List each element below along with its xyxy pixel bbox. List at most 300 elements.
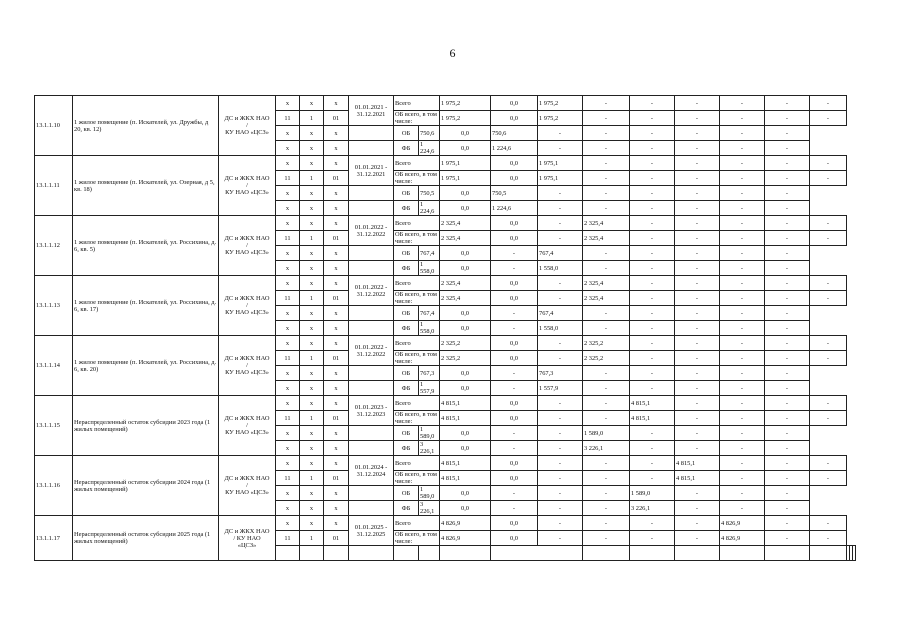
dash-cell: -	[765, 276, 810, 291]
dash-cell: -	[810, 156, 847, 171]
dash-cell: -	[583, 306, 630, 321]
source-label: ОБ	[394, 306, 419, 321]
amount-zero: 0,0	[440, 321, 491, 336]
table-cell	[630, 546, 675, 561]
amount-year: 4 815,1	[630, 396, 675, 411]
code-cell: 01	[324, 231, 349, 246]
dash-cell: -	[720, 486, 765, 501]
code-cell: х	[300, 276, 324, 291]
table-row	[35, 156, 856, 171]
executor-line: /	[246, 482, 248, 489]
blank-cell	[349, 381, 394, 396]
code-cell: х	[300, 186, 324, 201]
code-cell: х	[300, 306, 324, 321]
code-cell: 11	[276, 471, 300, 486]
item-name: 1 жилое помещение (п. Искателей, ул. Россихина, д. 6, кв. 5)	[73, 216, 219, 276]
code-cell: х	[276, 516, 300, 531]
dash-cell: -	[675, 381, 720, 396]
amount-total: 2 325,4	[440, 231, 491, 246]
period-line: 31.12.2021	[356, 110, 386, 118]
dash-cell: -	[720, 171, 765, 186]
dash-cell: -	[675, 441, 720, 456]
dash-cell: -	[630, 471, 675, 486]
dash-cell: -	[538, 126, 583, 141]
dash-cell: -	[720, 366, 765, 381]
dash-cell: -	[583, 111, 630, 126]
table-cell	[675, 546, 720, 561]
dash-cell: -	[491, 306, 538, 321]
amount-zero: 0,0	[491, 336, 538, 351]
dash-cell: -	[675, 351, 720, 366]
period	[349, 396, 394, 426]
amount-zero: 0,0	[440, 126, 491, 141]
amount-zero: 0,0	[440, 441, 491, 456]
code-cell: х	[324, 336, 349, 351]
blank-cell	[349, 366, 394, 381]
dash-cell: -	[630, 441, 675, 456]
code-cell: х	[300, 396, 324, 411]
amount-zero: 0,0	[440, 366, 491, 381]
dash-cell: -	[583, 261, 630, 276]
item-name: 1 жилое помещение (п. Искателей, ул. Россихина, д. 6, кв. 17)	[73, 276, 219, 336]
dash-cell: -	[810, 351, 847, 366]
amount-year: 2 325,4	[583, 216, 630, 231]
dash-cell: -	[630, 201, 675, 216]
period-line: 01.01.2022 -	[354, 223, 388, 231]
amount-total: 1 975,1	[440, 171, 491, 186]
item-code: 13.1.1.11	[35, 156, 73, 216]
dash-cell: -	[675, 411, 720, 426]
blank-cell	[349, 441, 394, 456]
dash-cell: -	[630, 516, 675, 531]
code-cell: х	[276, 396, 300, 411]
code-cell: х	[300, 216, 324, 231]
code-cell: х	[300, 201, 324, 216]
code-cell: х	[300, 141, 324, 156]
dash-cell: -	[491, 501, 538, 516]
amount-total: 1 224,6	[419, 201, 440, 216]
code-cell: х	[324, 276, 349, 291]
code-cell: х	[300, 321, 324, 336]
source-label: ОБ	[394, 186, 419, 201]
blank-cell	[349, 426, 394, 441]
dash-cell: -	[583, 381, 630, 396]
dash-cell: -	[538, 471, 583, 486]
code-cell: х	[276, 426, 300, 441]
dash-cell: -	[765, 96, 810, 111]
amount-zero: 0,0	[440, 261, 491, 276]
amount-zero: 0,0	[491, 516, 538, 531]
amount-year: 4 815,1	[675, 471, 720, 486]
dash-cell: -	[583, 456, 630, 471]
amount-year: 3 226,1	[630, 501, 675, 516]
dash-cell: -	[765, 501, 810, 516]
blank-cell	[349, 321, 394, 336]
dash-cell: -	[491, 246, 538, 261]
blank-cell	[349, 501, 394, 516]
code-cell: 01	[324, 411, 349, 426]
code-cell: х	[324, 246, 349, 261]
amount-total: 3 226,1	[419, 501, 440, 516]
period-line: 01.01.2022 -	[354, 283, 388, 291]
dash-cell: -	[675, 366, 720, 381]
dash-cell: -	[630, 111, 675, 126]
executor-line: ДС и ЖКХ НАО	[224, 527, 270, 535]
dash-cell: -	[538, 486, 583, 501]
dash-cell: -	[491, 261, 538, 276]
amount-total: 1 975,2	[440, 111, 491, 126]
table-row	[35, 456, 856, 471]
period-line: 31.12.2025	[356, 530, 386, 538]
dash-cell: -	[630, 246, 675, 261]
amount-zero: 0,0	[491, 411, 538, 426]
dash-cell: -	[720, 396, 765, 411]
executor-line: /	[246, 242, 248, 249]
table-cell	[394, 546, 419, 561]
executor-line: /	[246, 302, 248, 309]
dash-cell: -	[765, 141, 810, 156]
dash-cell: -	[675, 111, 720, 126]
dash-cell: -	[810, 216, 847, 231]
code-cell: х	[276, 441, 300, 456]
dash-cell: -	[491, 366, 538, 381]
code-cell: х	[276, 186, 300, 201]
amount-zero: 0,0	[491, 216, 538, 231]
period	[349, 216, 394, 246]
dash-cell: -	[583, 396, 630, 411]
code-cell: х	[324, 456, 349, 471]
executor-line: /	[246, 182, 248, 189]
item-name: Нераспределенный остаток субсидии 2023 года (1 жилых помещений)	[73, 396, 219, 456]
item-code: 13.1.1.17	[35, 516, 73, 561]
code-cell: х	[276, 381, 300, 396]
source-label: ОБ всего, в том числе:	[394, 351, 440, 366]
executor	[219, 516, 276, 561]
dash-cell: -	[675, 96, 720, 111]
dash-cell: -	[720, 471, 765, 486]
code-cell: х	[324, 141, 349, 156]
dash-cell: -	[765, 486, 810, 501]
table-row	[35, 216, 856, 231]
code-cell: х	[300, 246, 324, 261]
amount-zero: 0,0	[440, 201, 491, 216]
code-cell: х	[300, 366, 324, 381]
source-label: Всего	[394, 96, 440, 111]
code-cell: х	[276, 306, 300, 321]
amount-year: 3 226,1	[583, 441, 630, 456]
dash-cell: -	[720, 351, 765, 366]
dash-cell: -	[675, 261, 720, 276]
period-line: 01.01.2024 -	[354, 463, 388, 471]
executor-line: ДС и ЖКХ НАО	[224, 235, 270, 242]
dash-cell: -	[720, 276, 765, 291]
code-cell: х	[324, 261, 349, 276]
source-label: ОБ всего, в том числе:	[394, 171, 440, 186]
code-cell: х	[324, 96, 349, 111]
amount-year: 767,4	[538, 246, 583, 261]
dash-cell: -	[630, 216, 675, 231]
period	[349, 156, 394, 186]
dash-cell: -	[720, 186, 765, 201]
executor	[219, 156, 276, 216]
dash-cell: -	[583, 516, 630, 531]
amount-total: 4 826,9	[440, 516, 491, 531]
amount-zero: 0,0	[491, 351, 538, 366]
executor	[219, 336, 276, 396]
code-cell: 1	[300, 231, 324, 246]
dash-cell: -	[675, 141, 720, 156]
dash-cell: -	[630, 336, 675, 351]
source-label: Всего	[394, 216, 440, 231]
amount-year: 1 557,9	[538, 381, 583, 396]
dash-cell: -	[765, 516, 810, 531]
amount-total: 1 975,1	[440, 156, 491, 171]
dash-cell: -	[810, 516, 847, 531]
code-cell: 1	[300, 111, 324, 126]
table-cell	[324, 546, 349, 561]
amount-year: 4 826,9	[720, 516, 765, 531]
dash-cell: -	[765, 261, 810, 276]
dash-cell: -	[538, 456, 583, 471]
table-cell	[765, 546, 810, 561]
budget-table	[34, 95, 856, 561]
dash-cell: -	[675, 486, 720, 501]
executor	[219, 396, 276, 456]
dash-cell: -	[583, 501, 630, 516]
code-cell: х	[324, 441, 349, 456]
dash-cell: -	[491, 441, 538, 456]
dash-cell: -	[630, 291, 675, 306]
code-cell: 1	[300, 351, 324, 366]
dash-cell: -	[630, 141, 675, 156]
item-code: 13.1.1.12	[35, 216, 73, 276]
amount-year: 1 975,1	[538, 171, 583, 186]
source-label: ФБ	[394, 501, 419, 516]
amount-total: 2 325,4	[440, 216, 491, 231]
dash-cell: -	[675, 246, 720, 261]
code-cell: х	[276, 246, 300, 261]
table-row	[35, 516, 856, 531]
source-label: ОБ	[394, 366, 419, 381]
table-cell	[583, 546, 630, 561]
period	[349, 516, 394, 546]
period-line: 31.12.2021	[356, 170, 386, 178]
executor-line: /	[246, 362, 248, 369]
dash-cell: -	[538, 141, 583, 156]
dash-cell: -	[491, 381, 538, 396]
code-cell: 1	[300, 411, 324, 426]
period-line: 31.12.2022	[356, 290, 386, 298]
dash-cell: -	[810, 471, 847, 486]
blank-cell	[349, 126, 394, 141]
dash-cell: -	[538, 441, 583, 456]
amount-zero: 0,0	[491, 171, 538, 186]
executor	[219, 96, 276, 156]
code-cell: х	[324, 201, 349, 216]
dash-cell: -	[583, 471, 630, 486]
dash-cell: -	[538, 351, 583, 366]
amount-total: 2 325,2	[440, 336, 491, 351]
dash-cell: -	[765, 171, 810, 186]
dash-cell: -	[675, 171, 720, 186]
executor-line: КУ НАО «ЦСЗ»	[225, 429, 269, 436]
amount-year: 750,6	[491, 126, 538, 141]
dash-cell: -	[720, 156, 765, 171]
executor	[219, 216, 276, 276]
code-cell: х	[300, 336, 324, 351]
code-cell: 11	[276, 231, 300, 246]
table-row	[35, 396, 856, 411]
dash-cell: -	[765, 201, 810, 216]
amount-year: 1 558,0	[538, 321, 583, 336]
table-cell	[300, 546, 324, 561]
dash-cell: -	[630, 261, 675, 276]
source-label: ФБ	[394, 441, 419, 456]
amount-zero: 0,0	[491, 231, 538, 246]
source-label: ОБ всего, в том числе:	[394, 291, 440, 306]
dash-cell: -	[810, 456, 847, 471]
dash-cell: -	[630, 156, 675, 171]
amount-year: 2 325,2	[583, 351, 630, 366]
dash-cell: -	[583, 126, 630, 141]
dash-cell: -	[720, 231, 765, 246]
code-cell: х	[324, 186, 349, 201]
dash-cell: -	[765, 396, 810, 411]
dash-cell: -	[810, 336, 847, 351]
dash-cell: -	[630, 231, 675, 246]
dash-cell: -	[810, 111, 847, 126]
code-cell: 11	[276, 111, 300, 126]
executor-line: ДС и ЖКХ НАО	[224, 415, 270, 422]
period-line: 31.12.2023	[356, 410, 386, 418]
dash-cell: -	[630, 381, 675, 396]
code-cell: 11	[276, 351, 300, 366]
source-label: ОБ всего, в том числе:	[394, 471, 440, 486]
code-cell: х	[300, 156, 324, 171]
dash-cell: -	[720, 426, 765, 441]
amount-zero: 0,0	[440, 141, 491, 156]
dash-cell: -	[765, 531, 810, 546]
dash-cell: -	[630, 186, 675, 201]
dash-cell: -	[675, 186, 720, 201]
amount-zero: 0,0	[491, 156, 538, 171]
code-cell: х	[300, 501, 324, 516]
code-cell: х	[300, 456, 324, 471]
dash-cell: -	[720, 321, 765, 336]
dash-cell: -	[675, 201, 720, 216]
code-cell: х	[300, 261, 324, 276]
table-cell	[810, 546, 847, 561]
amount-year: 4 815,1	[675, 456, 720, 471]
period-line: 31.12.2024	[356, 470, 386, 478]
amount-year: 1 558,0	[538, 261, 583, 276]
dash-cell: -	[765, 366, 810, 381]
code-cell: х	[276, 141, 300, 156]
period-line: 31.12.2022	[356, 230, 386, 238]
code-cell: 01	[324, 471, 349, 486]
source-label: Всего	[394, 396, 440, 411]
dash-cell: -	[538, 516, 583, 531]
dash-cell: -	[765, 186, 810, 201]
executor-line: «ЦСЗ»	[237, 541, 257, 549]
dash-cell: -	[765, 156, 810, 171]
amount-zero: 0,0	[491, 111, 538, 126]
code-cell: 11	[276, 291, 300, 306]
code-cell: х	[324, 366, 349, 381]
amount-zero: 0,0	[491, 291, 538, 306]
amount-year: 1 589,0	[630, 486, 675, 501]
amount-total: 2 325,2	[440, 351, 491, 366]
blank-cell	[349, 201, 394, 216]
executor-line: ДС и ЖКХ НАО	[224, 175, 270, 182]
dash-cell: -	[583, 156, 630, 171]
dash-cell: -	[583, 531, 630, 546]
code-cell: х	[276, 486, 300, 501]
code-cell: х	[300, 96, 324, 111]
executor-line: / КУ НАО	[233, 534, 261, 542]
item-code: 13.1.1.16	[35, 456, 73, 516]
code-cell: х	[276, 156, 300, 171]
code-cell: х	[300, 441, 324, 456]
dash-cell: -	[765, 426, 810, 441]
executor-line: /	[246, 122, 248, 129]
dash-cell: -	[720, 411, 765, 426]
code-cell: 01	[324, 351, 349, 366]
executor-line: КУ НАО «ЦСЗ»	[225, 249, 269, 256]
amount-zero: 0,0	[491, 96, 538, 111]
code-cell: х	[276, 501, 300, 516]
amount-year: 2 325,4	[583, 276, 630, 291]
dash-cell: -	[583, 246, 630, 261]
dash-cell: -	[810, 531, 847, 546]
code-cell: 1	[300, 471, 324, 486]
code-cell: 01	[324, 171, 349, 186]
period	[349, 276, 394, 306]
period	[349, 456, 394, 486]
amount-year: 4 815,1	[630, 411, 675, 426]
amount-zero: 0,0	[440, 486, 491, 501]
dash-cell: -	[810, 171, 847, 186]
table-cell	[853, 546, 856, 561]
source-label: ФБ	[394, 201, 419, 216]
dash-cell: -	[765, 441, 810, 456]
table-cell	[276, 546, 300, 561]
code-cell: 11	[276, 411, 300, 426]
dash-cell: -	[720, 291, 765, 306]
dash-cell: -	[810, 291, 847, 306]
period-line: 01.01.2025 -	[354, 523, 388, 531]
amount-total: 750,5	[419, 186, 440, 201]
dash-cell: -	[538, 501, 583, 516]
amount-year: 767,4	[538, 306, 583, 321]
dash-cell: -	[765, 246, 810, 261]
amount-year: 1 589,0	[583, 426, 630, 441]
code-cell: х	[276, 261, 300, 276]
dash-cell: -	[630, 306, 675, 321]
dash-cell: -	[720, 336, 765, 351]
code-cell: х	[300, 516, 324, 531]
table-row	[35, 96, 856, 111]
amount-total: 1 589,0	[419, 426, 440, 441]
item-code: 13.1.1.10	[35, 96, 73, 156]
blank-cell	[349, 261, 394, 276]
dash-cell: -	[765, 411, 810, 426]
item-code: 13.1.1.14	[35, 336, 73, 396]
dash-cell: -	[630, 96, 675, 111]
code-cell: х	[276, 336, 300, 351]
source-label: ФБ	[394, 141, 419, 156]
page-number: 6	[449, 46, 456, 60]
